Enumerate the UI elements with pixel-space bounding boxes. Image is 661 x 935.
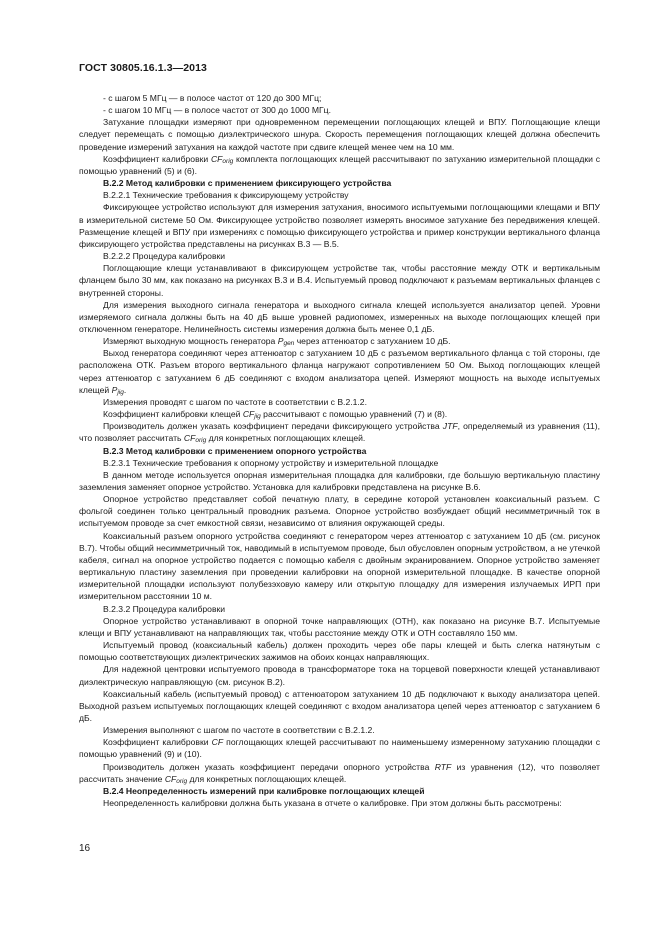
paragraph: Измерения выполняют с шагом по частоте в соответствии с В.2.1.2. [103,725,375,736]
subsection-title: В.2.3.2 Процедура калибровки [103,603,226,614]
formula-symbol: CF [164,773,177,784]
paragraph: Затухание площадки измеряют при одновременном перемещении поглощающих клещей и ВПУ. Поглощающие клещи следует перемещать с помощью диэлектрического шнура. Скорость перемещения поглощающих клещей должна обеспечить проведение измерений затухания на каждой частоте при сдвиге клещей менее чем на 10 мм. [79,117,600,152]
paragraph: Выход генератора соединяют через аттенюатор с затуханием 10 дБ с разъемом вертикального фланца с той стороны, где расположена ОТК. Разъем второго вертикального фланца нагружают сопротивлением 50 Ом. Выход поглощающих клещей через аттенюатор с затуханием 6 дБ соединяют с входом анализатора цепей. Измеряют мощность на выходе испытуемых клещей $P_{jig}$. [79,348,600,396]
paragraph: В данном методе используется опорная измерительная площадка для калибровки, где большую вертикальную пластину заземления заменяет опорное устройство. Установка для калибровки представлена на рисунке В.6. [79,469,600,492]
paragraph: Фиксирующее устройство используют для измерения затухания, вносимого испытуемыми поглощающими клещами и ВПУ в измерительной системе 50 Ом. Фиксирующее устройство позволяет измерять вносимое затухание без передвижения клещей. Размещение клещей и ВПУ при измерениях с помощью фиксирующего устройства и пример конструкции вертикального фланца фиксирующего устройства представлены на рисунках В.3 — В.5. [79,202,600,249]
formula-symbol: RTF [434,761,452,772]
formula-symbol: P [277,336,284,347]
formula-symbol: P [111,384,118,395]
paragraph: Производитель должен указать коэффициент передачи опорного устройства RTF из уравнения (12), что позволяет рассчитать значение $CF_{orig}$ для конкретных поглощающих клещей. [79,761,600,785]
paragraph: - с шагом 5 МГц — в полосе частот от 120 до 300 МГц; [103,93,322,103]
paragraph: Измерения проводят с шагом по частоте в соответствии с В.2.1.2. [103,396,367,407]
paragraph: Для измерения выходного сигнала генератора и выходного сигнала клещей используется анализатор цепей. Уровни измеряемого сигнала должны быть на 40 дБ выше уровней радиопомех, измеренных на выходе поглощающих клещей при отключенном генераторе. Нелинейность системы измерения должна быть менее 0,1 дБ. [79,299,600,334]
formula-symbol: JTF [442,421,458,432]
paragraph: - с шагом 10 МГц — в полосе частот от 300 до 1000 МГц. [103,105,331,116]
paragraph: Испытуемый провод (коаксиальный кабель) должен проходить через обе пары клещей и быть слегка натянутым с помощью соответствующих диэлектрических зажимов на обоих концах направляющих. [79,640,600,663]
section-heading: В.2.3 Метод калибровки с применением опорного устройства [103,445,367,456]
paragraph: Производитель должен указать коэффициент передачи фиксирующего устройства JTF, определяемый из уравнения (11), что позволяет рассчитать $CF_{orig}$ для конкретных поглощающих клещей. [79,421,600,445]
formula-symbol: CF [210,153,223,164]
document-body [79,92,600,809]
paragraph: Коаксиальный кабель (испытуемый провод) с аттенюатором затуханием 10 дБ подключают к выходу анализатора цепей. Выходной разъем испытуемых поглощающих клещей соединяют с входом анализатора цепей через аттенюатор с затуханием 6 дБ. [79,688,600,723]
formula-symbol: CF [183,433,196,444]
paragraph: Поглощающие клещи устанавливают в фиксирующем устройстве так, чтобы расстояние между ОТК и вертикальным фланцем было 30 мм, как показано на рисунках В.3 и В.4. Испытуемый провод подключают к разъемам вертикальных фланцев с внутренней стороны. [79,263,600,298]
document-header: ГОСТ 30805.16.1.3—2013 [79,62,207,74]
paragraph: Коэффициент калибровки $CF_{orig}$ комплекта поглощающих клещей рассчитывают по затуханию измерительной площадки с помощью уравнений (5) и (6). [79,153,600,176]
paragraph: Коаксиальный разъем опорного устройства соединяют с генератором через аттенюатор с затуханием 10 дБ (см. рисунок В.7). Чтобы общий несимметричный ток, наводимый в испытуемом проводе, был обусловлен опорным устройством, а не утечкой кабеля, сигнал на опорное устройство подается с помощью кабеля с двойным экранированием. Опорное устройство заменяет вертикальную пластину заземления при проведении калибровки на опорной измерительной площадке. В качестве опорной измерительной площадки используют полубезэховую камеру или открытую площадку для измерения излучаемых ИРП при измерительном расстоянии 10 м. [79,530,600,602]
subsection-title: В.2.2.1 Технические требования к фиксирующему устройству [103,190,349,201]
formula-symbol: CF [242,409,255,420]
subsection-title: В.2.3.1 Технические требования к опорному устройству и измерительной площадке [103,457,439,468]
paragraph: Опорное устройство представляет собой печатную плату, в середине которой установлен коаксиальный разъем. С фольгой соединен только центральный проводник разъема. Опорное устройство возбуждает общий несимметричный ток в испытуемом проводе за счет емкостной связи, независимо от влияния окружающей среды. [79,494,600,529]
formula-symbol: CF [211,737,224,748]
paragraph: Для надежной центровки испытуемого провода в трансформаторе тока на торцевой поверхности клещей устанавливают диэлектрическую направляющую (см. рисунок В.2). [79,664,600,687]
paragraph: Опорное устройство устанавливают в опорной точке направляющих (ОТН), как показано на рисунке В.7. Испытуемые клещи и ВПУ устанавливают на направляющих так, чтобы расстояние между ОТК и ОТН составляло 150 мм. [79,615,600,638]
page-number: 16 [79,843,91,854]
paragraph: Коэффициент калибровки CF поглощающих клещей рассчитывают по наименьшему измеренному затуханию площадки с помощью уравнений (9) и (10). [79,737,600,760]
paragraph: Неопределенность калибровки должна быть указана в отчете о калибровке. При этом должны быть рассмотрены: [103,798,562,809]
subsection-title: В.2.2.2 Процедура калибровки [103,251,226,262]
section-heading: В.2.2 Метод калибровки с применением фиксирующего устройства [103,178,392,189]
paragraph: Коэффициент калибровки клещей $CF_{jig}$ рассчитывают с помощью уравнений (7) и (8). [103,409,448,421]
section-heading: В.2.4 Неопределенность измерений при калибровке поглощающих клещей [103,785,425,796]
paragraph: Измеряют выходную мощность генератора $P_{gen}$ через аттенюатор с затуханием 10 дБ. [103,336,451,348]
